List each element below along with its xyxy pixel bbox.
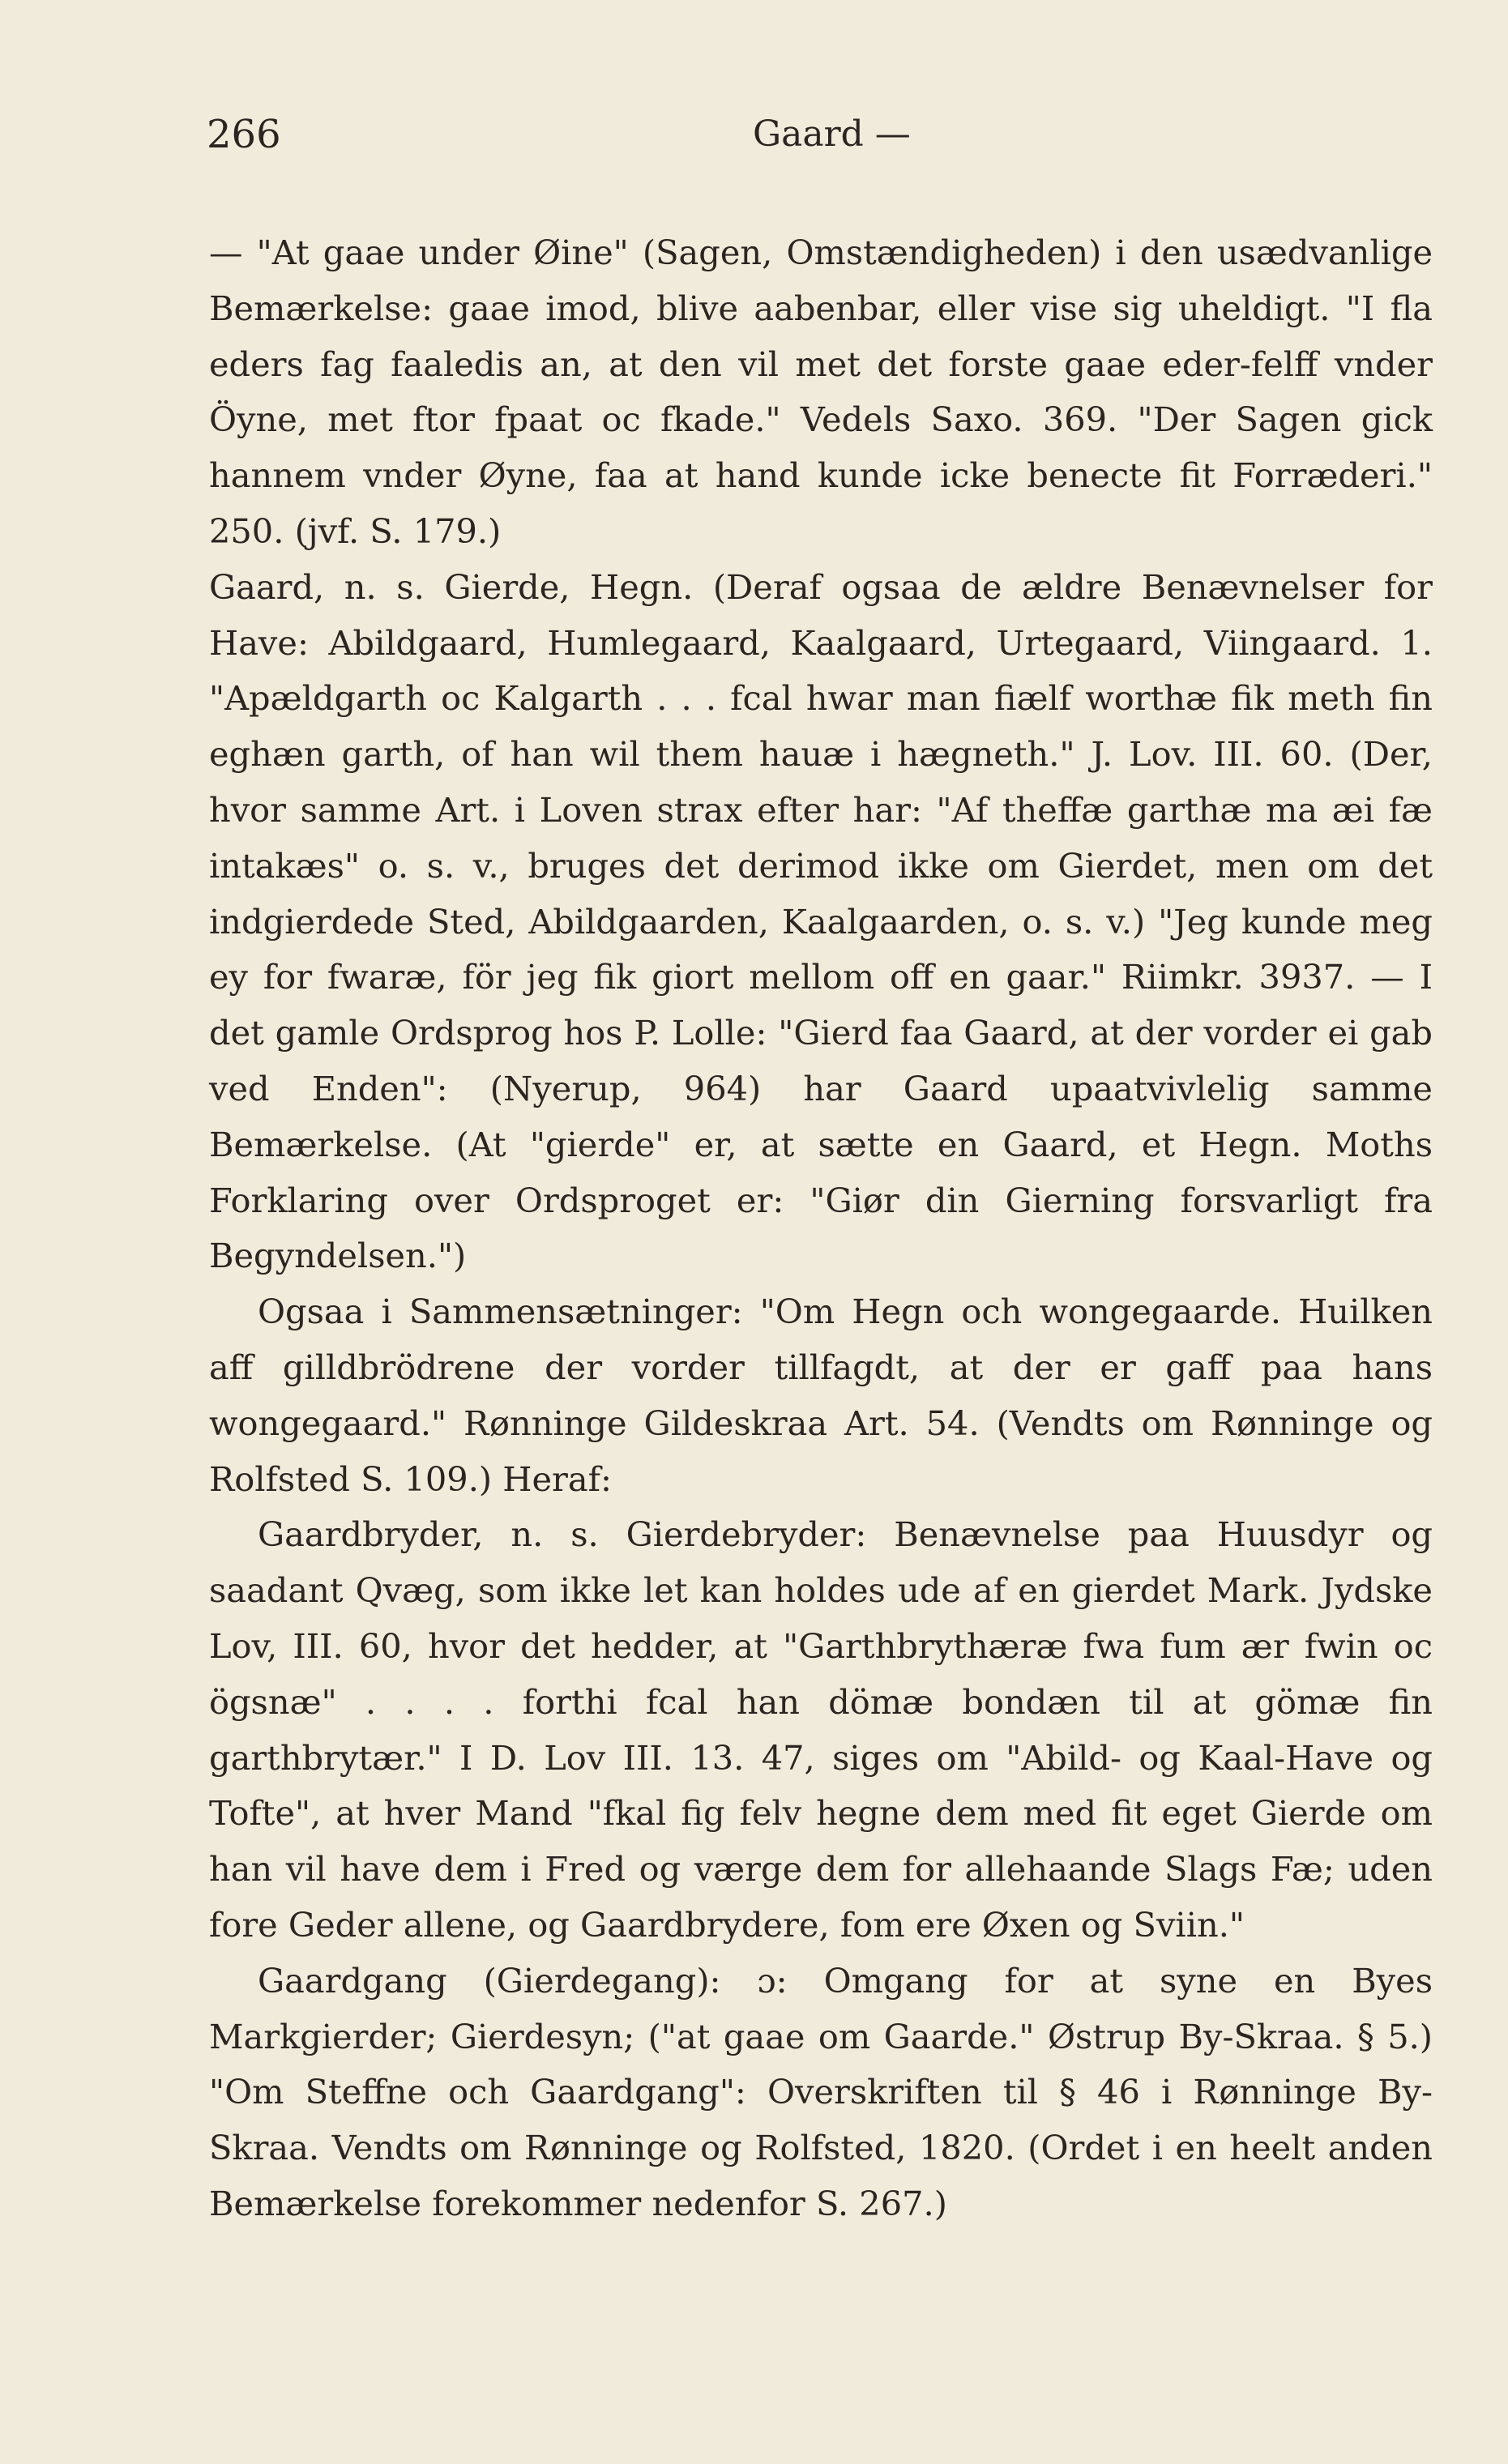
running-head [207,112,1438,177]
page-number: 266 [207,112,281,157]
paragraph-sammensaetninger: Ogsaa i Sammensætninger: "Om Hegn och wongegaarde. Huilken aff gilldbrödrene der vorder tillfagdt, at der er gaff paa hans wongegaard." Rønninge Gildeskraa Art. 54. (Vendts om Rønninge og Rolfsted S. 109.) Heraf: [209,1292,1433,1499]
entry-gaardbryder: Gaardbryder, n. s. Gierdebryder: Benævnelse paa Huusdyr og saadant Qvæg, som ikke let kan holdes ude af en gierdet Mark. Jydske Lov, III. 60, hvor det hedder, at "Garthbrythæræ fwa fum ær fwin oc ögsnæ" . . . . forthi fcal han dömæ bondæn til at gömæ fin garthbrytær." I D. Lov III. 13. 47, siges om "Abild- og Kaal-Have og Tofte", at hver Mand "fkal fig felv hegne dem med fit eget Gierde om han vil have dem i Fred og værge dem for allehaande Slags Fæ; uden fore Geder allene, og Gaardbrydere, fom ere Øxen og Sviin." [209,1514,1433,1945]
paragraph-at-gaae-under-oine: — "At gaae under Øine" (Sagen, Omstændigheden) i den usædvanlige Bemærkelse: gaae imod, blive aabenbar, eller vise sig uheldigt. "I fla eders fag faaledis an, at den vil met det forste gaae eder-felff vnder Öyne, met ftor fpaat oc fkade." Vedels Saxo. 369. "Der Sagen gick hannem vnder Øyne, faa at hand kunde icke benecte fit Forræderi." 250. (jvf. S. 179.) [209,233,1433,551]
running-head-title: Gaard — [753,113,911,155]
entry-gaardgang: Gaardgang (Gierdegang): ɔ: Omgang for at syne en Byes Markgierder; Gierdesyn; ("at gaae om Gaarde." Østrup By-Skraa. § 5.) "Om Steffne och Gaardgang": Overskriften til § 46 i Rønninge By-Skraa. Vendts om Rønninge og Rolfsted, 1820. (Ordet i en heelt anden Bemærkelse forekommer nedenfor S. 267.) [209,1960,1433,2223]
text-body [209,225,1433,2232]
entry-gaard: Gaard, n. s. Gierde, Hegn. (Deraf ogsaa de ældre Benævnelser for Have: Abildgaard, Humlegaard, Kaalgaard, Urtegaard, Viingaard. 1. "Apældgarth oc Kalgarth . . . fcal hwar man fiælf worthæ fik meth fin eghæn garth, of han wil them hauæ i hægneth." J. Lov. III. 60. (Der, hvor samme Art. i Loven strax efter har: "Af theffæ garthæ ma æi fæ intakæs" o. s. v., bruges det derimod ikke om Gierdet, men om det indgierdede Sted, Abildgaarden, Kaalgaarden, o. s. v.) "Jeg kunde meg ey for fwaræ, för jeg fik giort mellom off en gaar." Riimkr. 3937. — I det gamle Ordsprog hos P. Lolle: "Gierd faa Gaard, at der vorder ei gab ved Enden": (Nyerup, 964) har Gaard upaatvivlelig samme Bemærkelse. (At "gierde" er, at sætte en Gaard, et Hegn. Moths Forklaring over Ordsproget er: "Giør din Gierning forsvarligt fra Begyndelsen.") [209,566,1433,1276]
